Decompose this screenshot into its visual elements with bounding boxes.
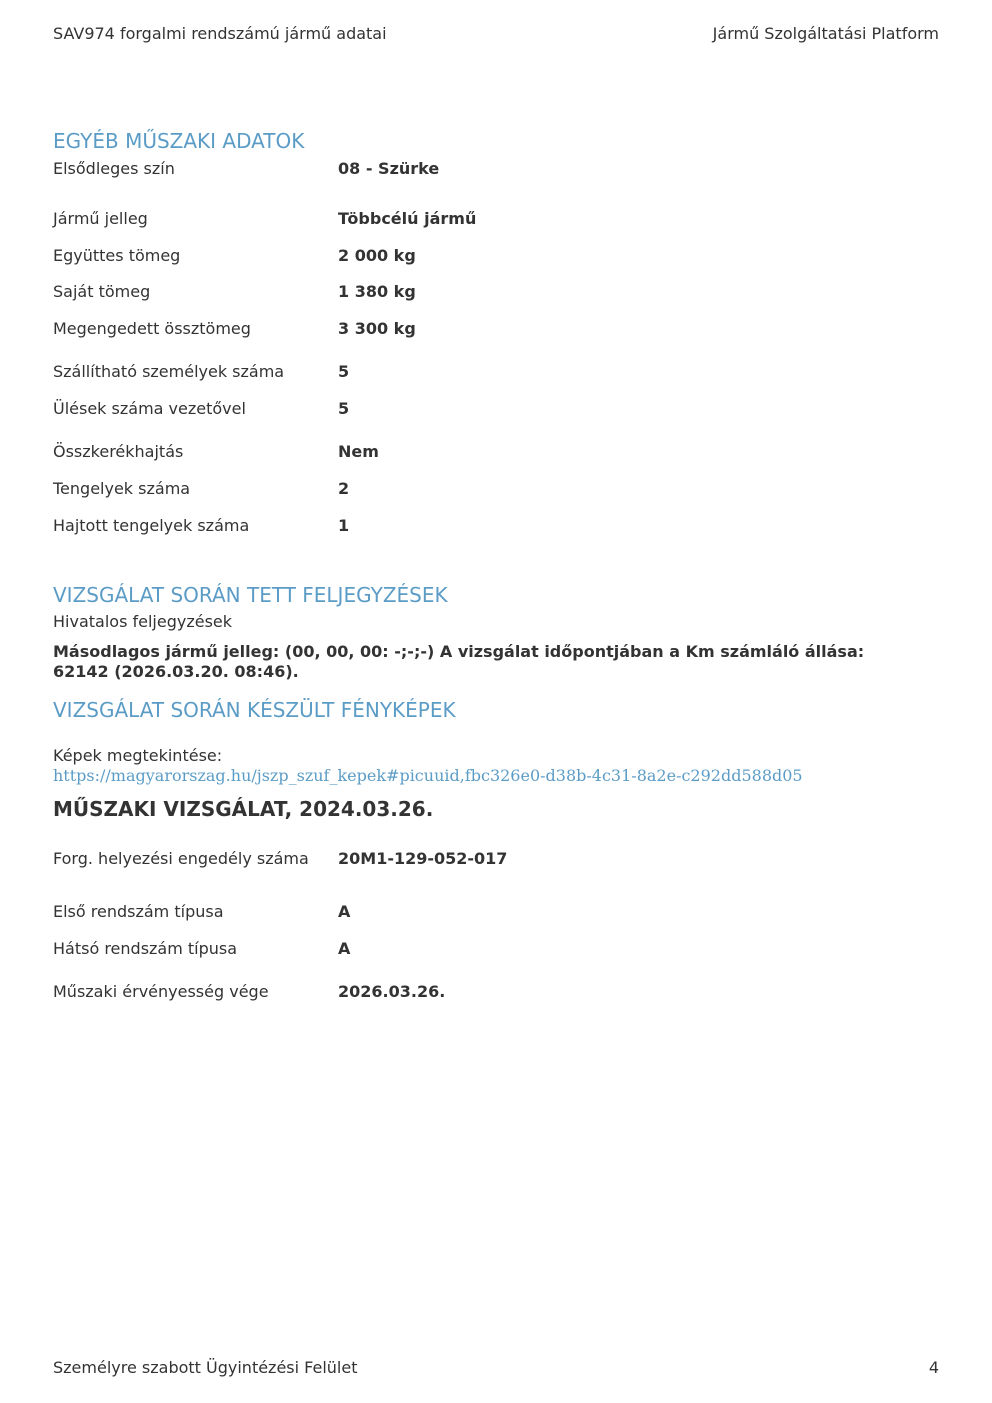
row-label: Saját tömeg xyxy=(53,282,151,301)
row-label: Együttes tömeg xyxy=(53,246,181,265)
row-value: Többcélú jármű xyxy=(338,209,477,228)
header-title: SAV974 forgalmi rendszámú jármű adatai xyxy=(53,24,387,43)
row-label: Forg. helyezési engedély száma xyxy=(53,849,309,868)
row-value: 20M1-129-052-017 xyxy=(338,849,508,868)
row-value: 2026.03.26. xyxy=(338,982,446,1001)
row-label: Ülések száma vezetővel xyxy=(53,399,246,418)
row-label: Elsődleges szín xyxy=(53,159,175,178)
row-label: Megengedett össztömeg xyxy=(53,319,251,338)
notes-subtitle: Hivatalos feljegyzések xyxy=(53,612,233,631)
photos-label: Képek megtekintése: xyxy=(53,746,223,765)
notes-text-line2: 62142 (2026.03.20. 08:46). xyxy=(53,662,299,681)
row-label: Hajtott tengelyek száma xyxy=(53,516,250,535)
row-value: 2 000 kg xyxy=(338,246,416,265)
row-value: A xyxy=(338,902,351,921)
page-number: 4 xyxy=(928,1358,939,1377)
row-label: Összkerékhajtás xyxy=(53,442,184,461)
row-label: Tengelyek száma xyxy=(53,479,191,498)
row-label: Hátsó rendszám típusa xyxy=(53,939,238,958)
row-value: 5 xyxy=(338,362,350,381)
row-label: Első rendszám típusa xyxy=(53,902,224,921)
row-value: 08 - Szürke xyxy=(338,159,440,178)
row-value: Nem xyxy=(338,442,379,461)
footer-text: Személyre szabott Ügyintézési Felület xyxy=(53,1358,358,1377)
row-label: Jármű jelleg xyxy=(53,209,148,228)
photos-link[interactable]: https://magyarorszag.hu/jszp_szuf_kepek#picuuid,fbc326e0-d38b-4c31-8a2e-c292dd588d05 xyxy=(53,766,803,785)
notes-text-line1: Másodlagos jármű jelleg: (00, 00, 00: -;-;-) A vizsgálat időpontjában a Km számláló állása: xyxy=(53,642,865,661)
row-value: 5 xyxy=(338,399,350,418)
row-value: A xyxy=(338,939,351,958)
section-title-inspection-photos: VIZSGÁLAT SORÁN KÉSZÜLT FÉNYKÉPEK xyxy=(53,698,456,722)
header-platform: Jármű Szolgáltatási Platform xyxy=(712,24,939,43)
row-value: 3 300 kg xyxy=(338,319,416,338)
row-value: 2 xyxy=(338,479,350,498)
row-label: Szállítható személyek száma xyxy=(53,362,285,381)
section-title-other-technical: EGYÉB MŰSZAKI ADATOK xyxy=(53,129,305,153)
row-value: 1 380 kg xyxy=(338,282,416,301)
section-title-technical-inspection: MŰSZAKI VIZSGÁLAT, 2024.03.26. xyxy=(53,797,434,821)
section-title-inspection-notes: VIZSGÁLAT SORÁN TETT FELJEGYZÉSEK xyxy=(53,583,448,607)
row-value: 1 xyxy=(338,516,350,535)
row-label: Műszaki érvényesség vége xyxy=(53,982,269,1001)
